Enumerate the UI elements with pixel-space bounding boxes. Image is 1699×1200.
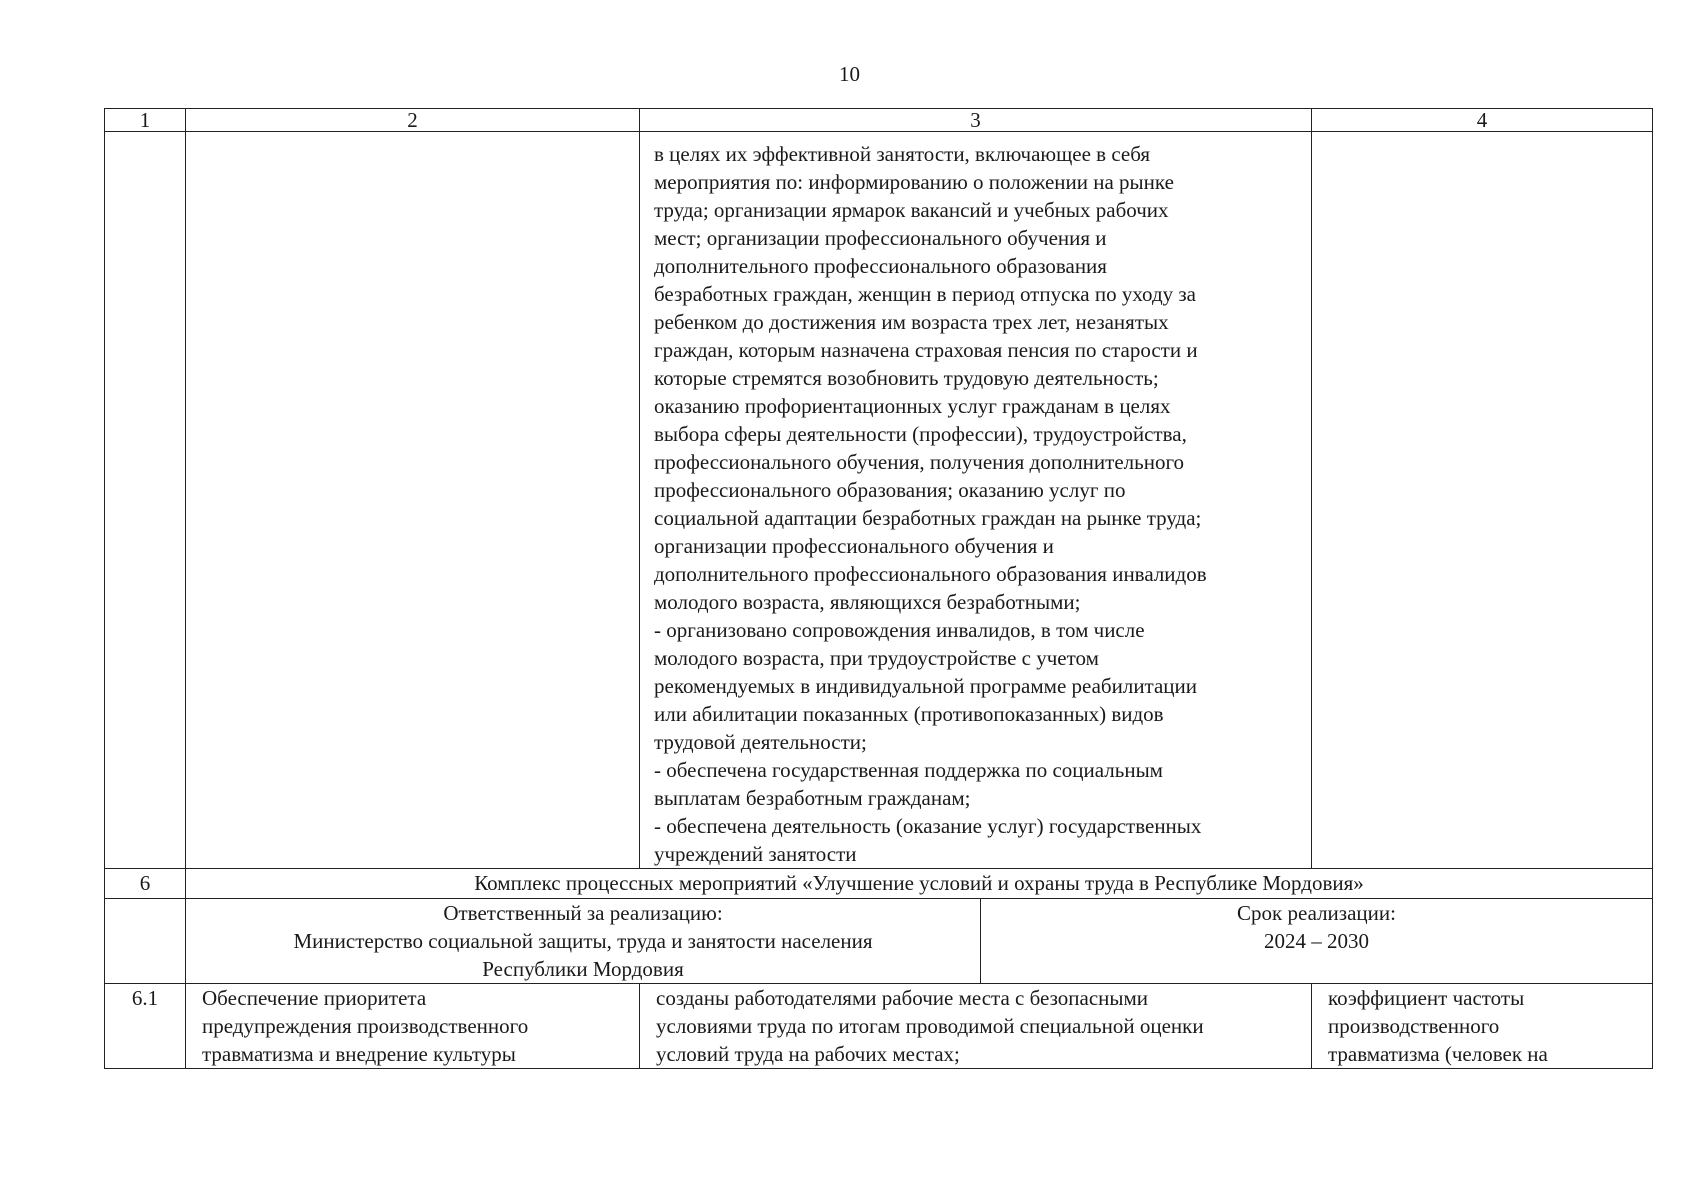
continuation-number-cell [105, 132, 186, 869]
section-row [105, 869, 1653, 899]
responsible-ministry: Министерство социальной защиты, труда и занятости населения [293, 929, 873, 953]
result-line: - обеспечена деятельность (оказание услуг) государственных [654, 814, 1202, 838]
result-line: или абилитации показанных (противопоказанных) видов [654, 702, 1164, 726]
result-line: мероприятия по: информированию о положении на рынке [654, 170, 1174, 194]
continuation-indicator-cell [1312, 132, 1653, 869]
result-line: условий труда на рабочих местах; [656, 1042, 960, 1066]
responsible-label: Ответственный за реализацию: [443, 901, 723, 925]
result-line: которые стремятся возобновить трудовую деятельность; [654, 366, 1159, 390]
task-cell [186, 984, 640, 1069]
result-line: граждан, которым назначена страховая пенсия по старости и [654, 338, 1198, 362]
indicator-line: производственного [1328, 1014, 1500, 1038]
task-line: Обеспечение приоритета [202, 986, 427, 1010]
column-number-2: 2 [186, 109, 640, 132]
program-table [104, 108, 1653, 1069]
result-line: профессионального образования; оказанию услуг по [654, 478, 1126, 502]
result-line: молодого возраста, являющихся безработными; [654, 590, 1081, 614]
result-line: выплатам безработным гражданам; [654, 786, 971, 810]
result-line: учреждений занятости [654, 842, 857, 866]
result-line: рекомендуемых в индивидуальной программе реабилитации [654, 674, 1198, 698]
responsible-row [105, 899, 1653, 984]
result-line: выбора сферы деятельности (профессии), трудоустройства, [654, 422, 1187, 446]
continuation-result-cell [640, 132, 1312, 869]
result-line: дополнительного профессионального образования [654, 254, 1107, 278]
result-line: безработных граждан, женщин в период отпуска по уходу за [654, 282, 1197, 306]
result-line: оказанию профориентационных услуг гражданам в целях [654, 394, 1171, 418]
task-line: травматизма и внедрение культуры [202, 1042, 516, 1066]
result-line: профессионального обучения, получения дополнительного [654, 450, 1185, 474]
column-number-4: 4 [1312, 109, 1653, 132]
section-number: 6 [105, 869, 186, 899]
result-line: созданы работодателями рабочие места с безопасными [656, 986, 1149, 1010]
indicator-line: травматизма (человек на [1328, 1042, 1548, 1066]
result-line: трудовой деятельности; [654, 730, 867, 754]
deadline-label: Срок реализации: [1237, 901, 1396, 925]
responsible-region: Республики Мордовия [482, 957, 684, 981]
result-line: - обеспечена государственная поддержка по социальным [654, 758, 1163, 782]
responsible-empty-cell [105, 899, 186, 984]
indicator-cell [1312, 984, 1653, 1069]
result-line: социальной адаптации безработных граждан на рынке труда; [654, 506, 1202, 530]
result-line: условиями труда по итогам проводимой специальной оценки [656, 1014, 1204, 1038]
column-number-row [105, 109, 1653, 132]
row-number: 6.1 [105, 984, 186, 1069]
result-line: дополнительного профессионального образования инвалидов [654, 562, 1207, 586]
result-line: труда; организации ярмарок вакансий и учебных рабочих [654, 198, 1169, 222]
result-line: в целях их эффективной занятости, включающее в себя [654, 142, 1151, 166]
continuation-task-cell [186, 132, 640, 869]
indicator-line: коэффициент частоты [1328, 986, 1525, 1010]
result-line: - организовано сопровождения инвалидов, в том числе [654, 618, 1145, 642]
column-number-3: 3 [640, 109, 1312, 132]
column-number-1: 1 [105, 109, 186, 132]
table-row [105, 984, 1653, 1069]
responsible-cell [186, 899, 981, 984]
task-line: предупреждения производственного [202, 1014, 529, 1038]
deadline-cell [981, 899, 1653, 984]
result-cell [640, 984, 1312, 1069]
deadline-value: 2024 – 2030 [1264, 929, 1369, 953]
section-title: Комплекс процессных мероприятий «Улучшение условий и охраны труда в Республике Мордовия» [186, 869, 1653, 899]
result-line: организации профессионального обучения и [654, 534, 1054, 558]
result-line: ребенком до достижения им возраста трех лет, незанятых [654, 310, 1169, 334]
result-line: молодого возраста, при трудоустройстве с учетом [654, 646, 1099, 670]
continuation-row [105, 132, 1653, 869]
result-line: мест; организации профессионального обучения и [654, 226, 1107, 250]
page-number: 10 [839, 62, 860, 86]
